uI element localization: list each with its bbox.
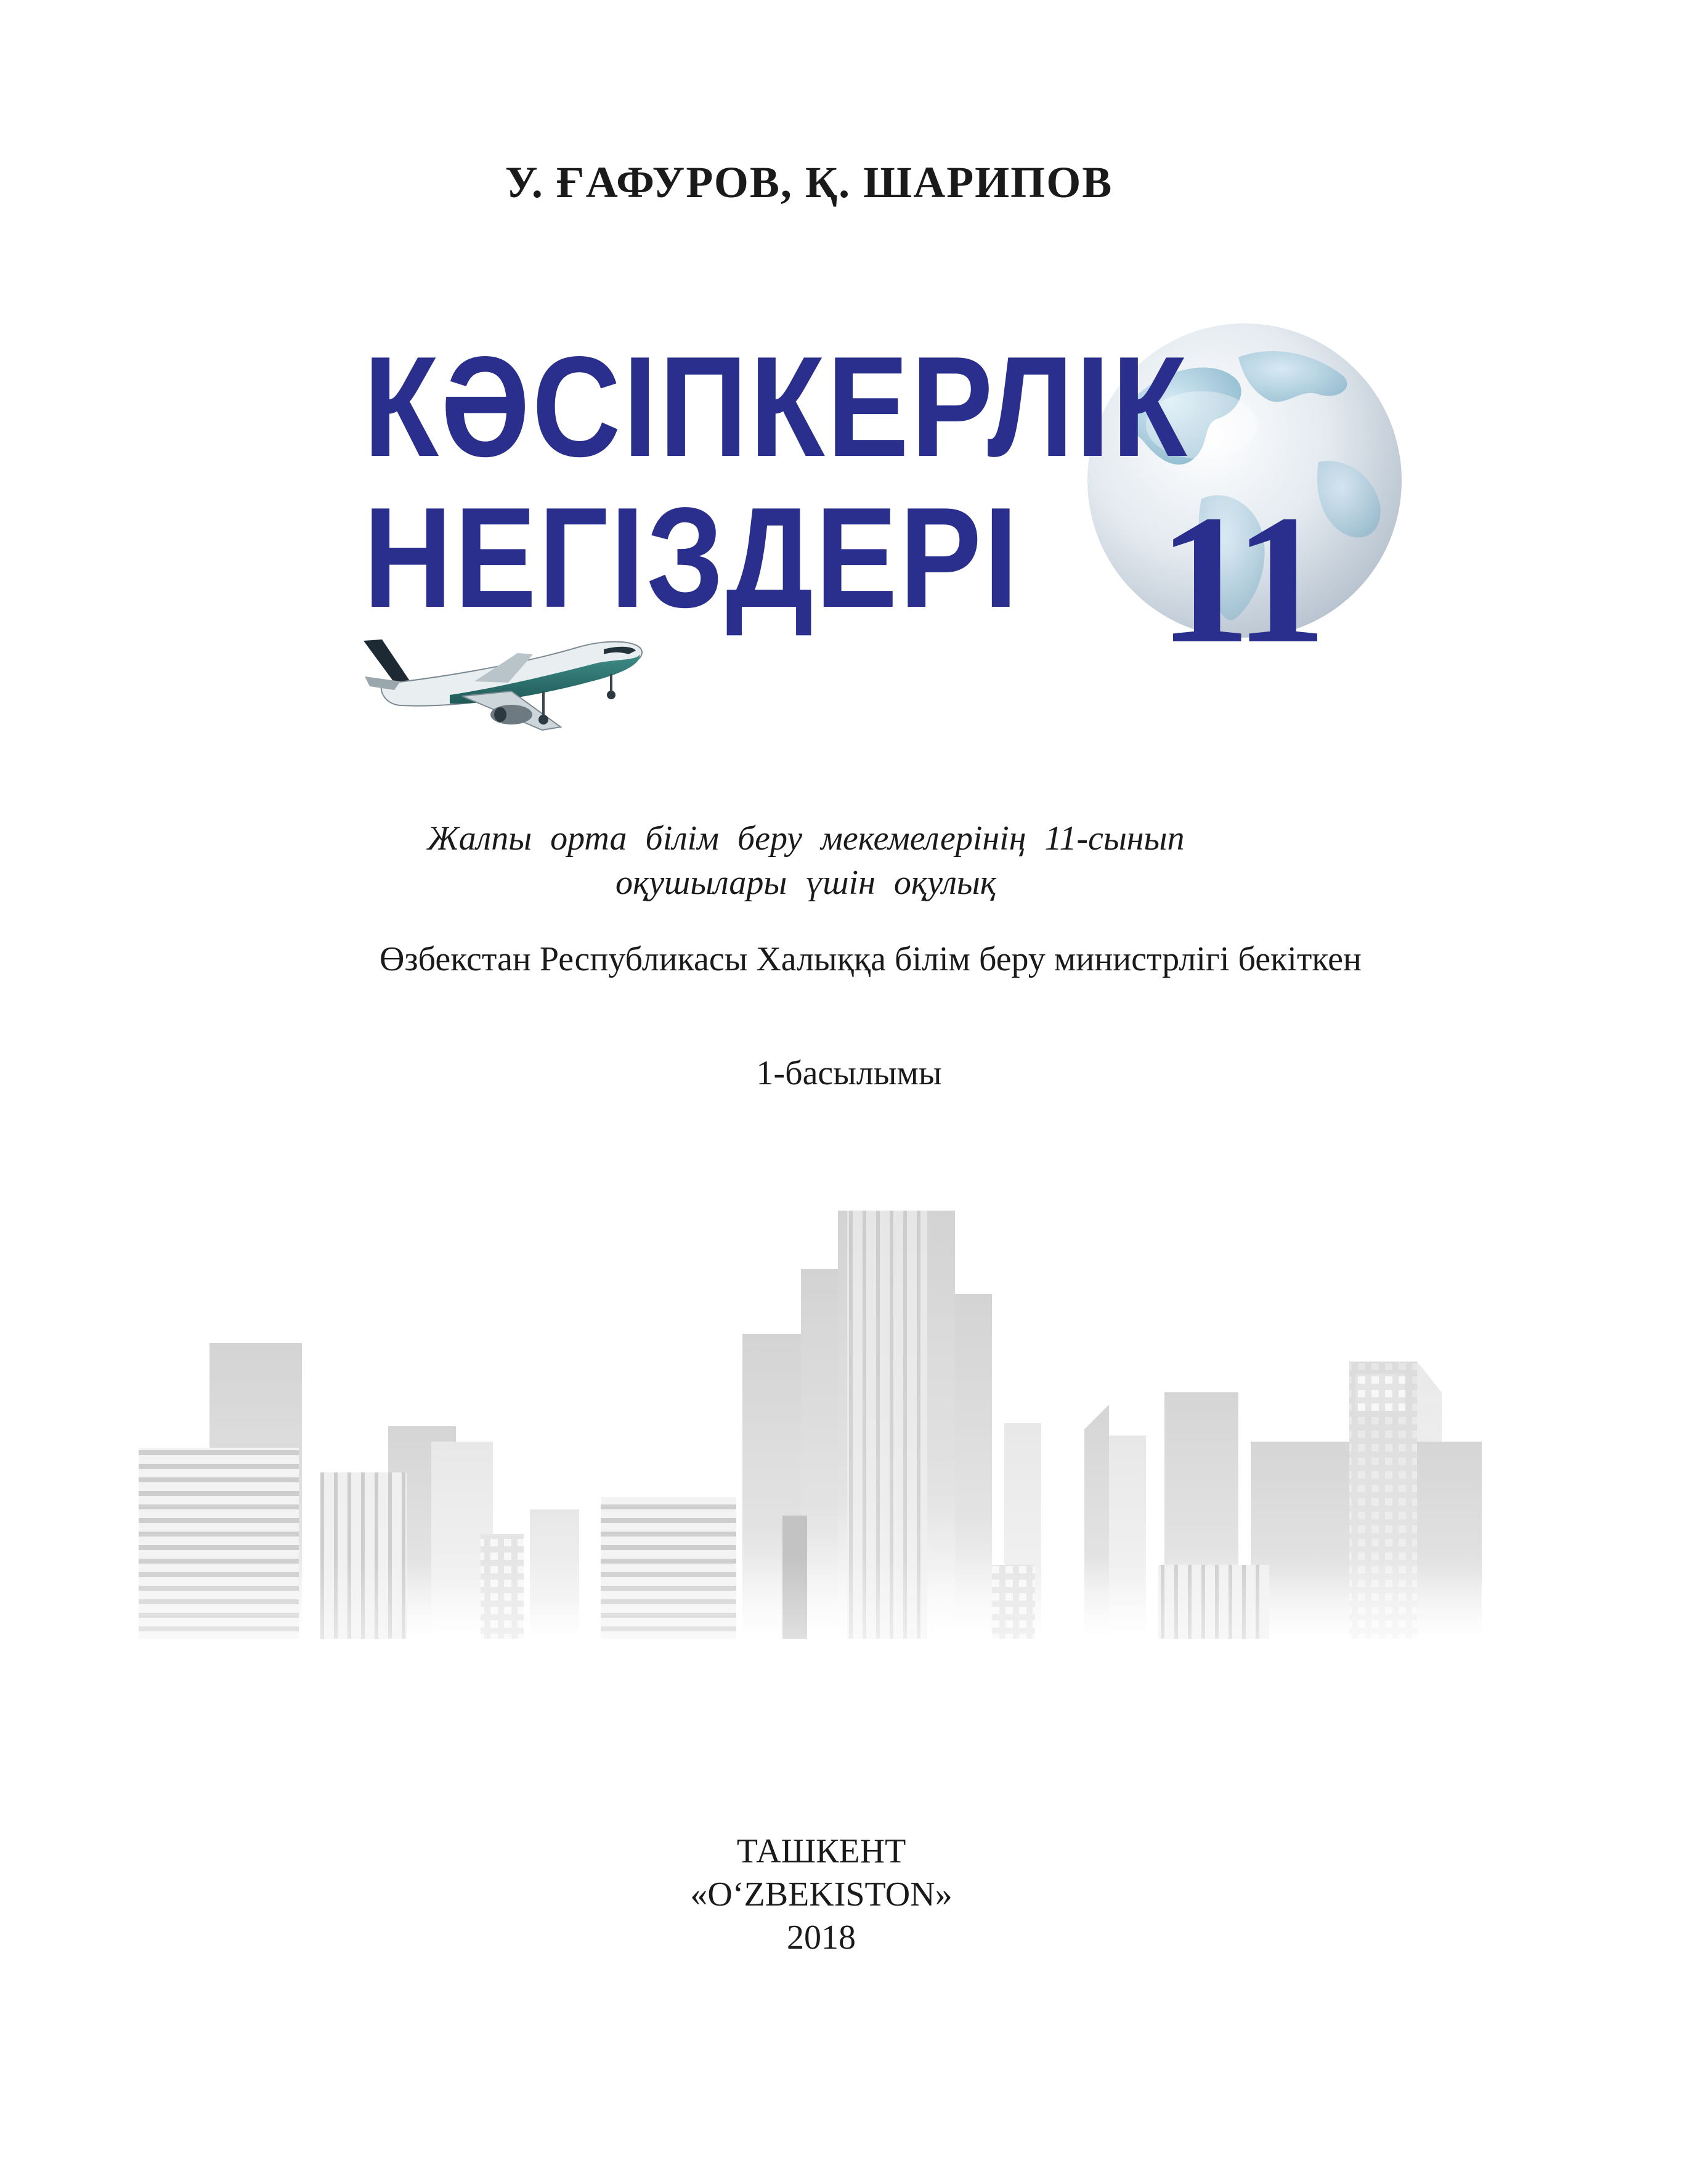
imprint-year: 2018 [787,1918,856,1957]
grade-number: 11 [1158,477,1321,681]
subtitle-line-1: Жалпы орта білім беру мекемелерінің 11-сынып [427,819,1185,858]
authors: У. ҒАФУРОВ, Қ. ШАРИПОВ [505,158,1113,207]
city-skyline-image [0,1171,1698,1725]
subtitle-line-2: оқушылары үшін оқулық [615,864,996,902]
airplane-image [357,622,653,752]
imprint-publisher: «O‘ZBEKISTON» [690,1875,953,1914]
title-line-1: КӘСІПКЕРЛІК [364,327,1189,487]
approval-statement: Өзбекстан Республикасы Халыққа білім беру министрлігі бекіткен [380,940,1362,978]
title-block [357,320,1405,776]
title-line-2: НЕГІЗДЕРІ [364,478,1020,638]
imprint-city: ТАШКЕНТ [736,1832,906,1870]
edition: 1-басылымы [756,1054,942,1092]
subtitle [0,816,1698,905]
imprint [0,1830,1698,1959]
